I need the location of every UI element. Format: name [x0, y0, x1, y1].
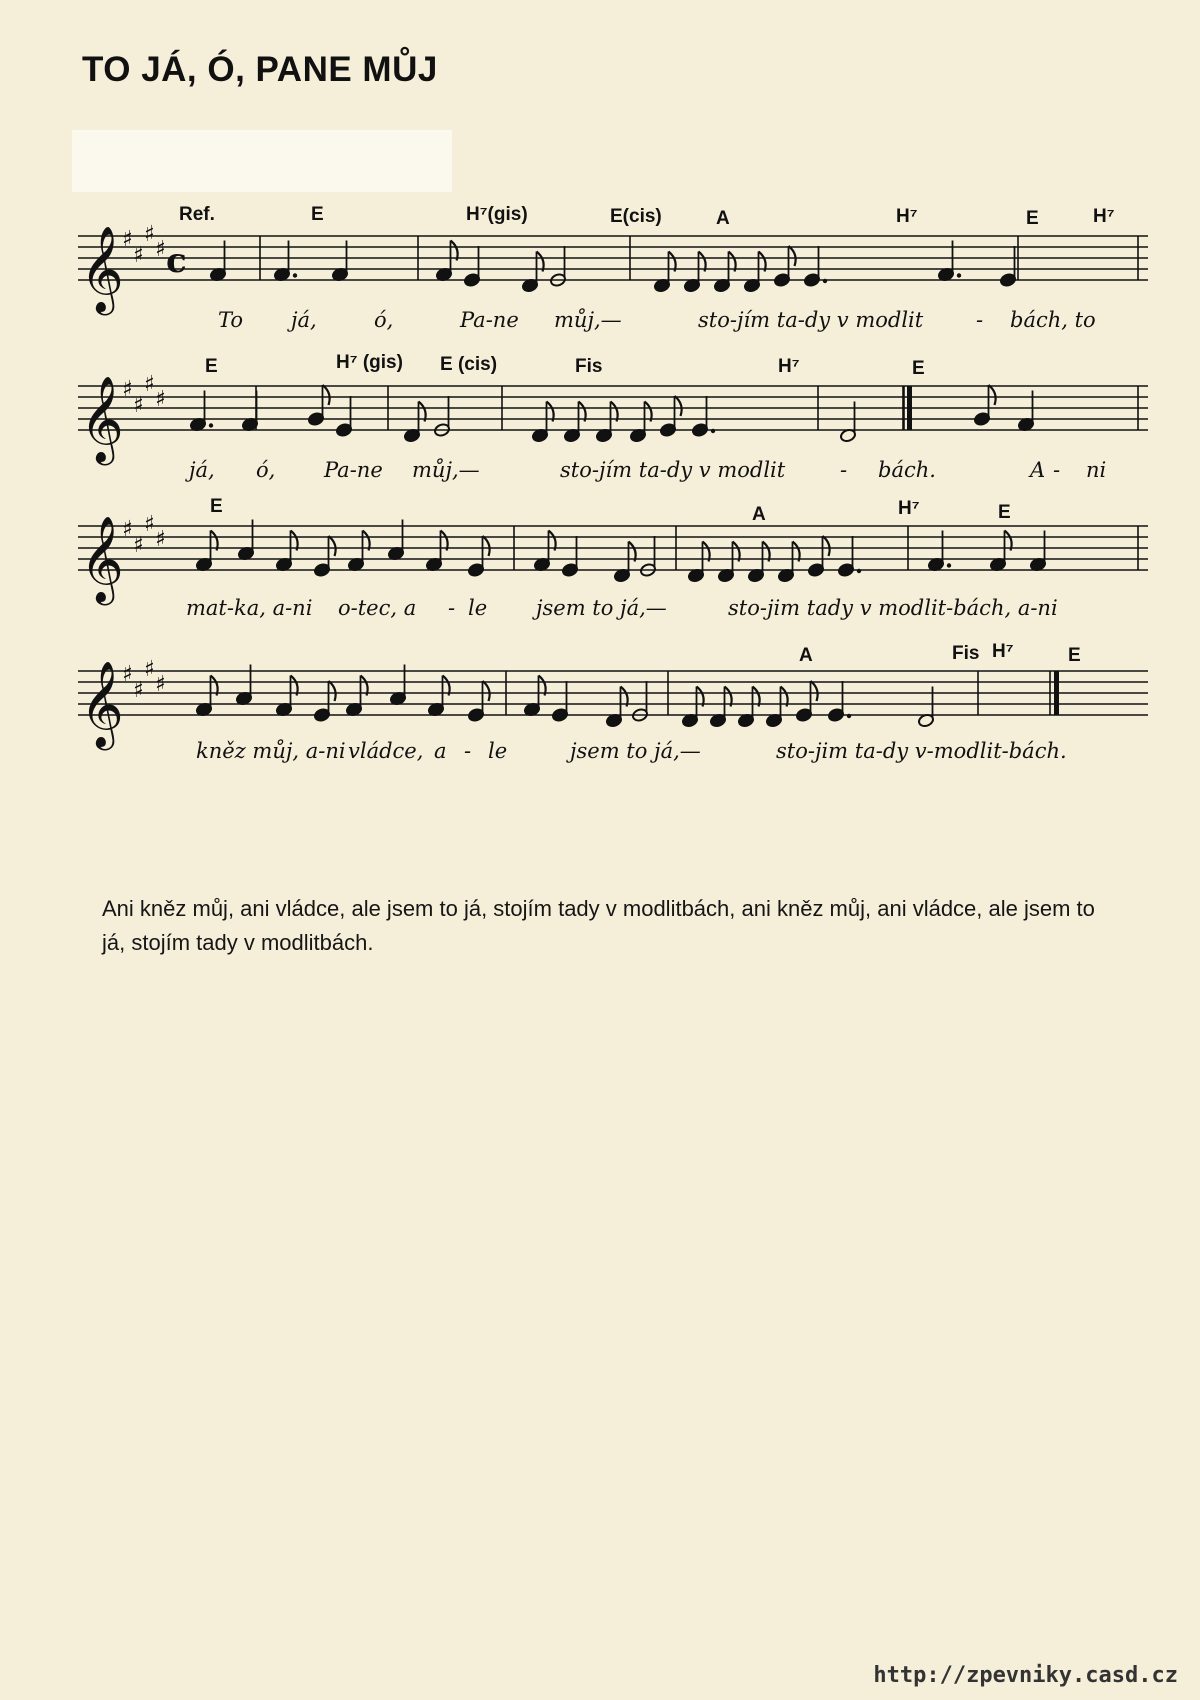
staff-system-2 [78, 350, 1153, 510]
lyric-syllable: sto-jim ta-dy v-modlit-bách. [776, 739, 1067, 763]
staff-system-4 [78, 635, 1153, 795]
chord-label: E [205, 356, 218, 377]
lyric-syllable: le [488, 739, 508, 763]
note-flag [323, 385, 330, 405]
final-bar [1054, 671, 1059, 715]
song-title: TO JÁ, Ó, PANE MŮJ [82, 50, 438, 89]
key-sharp: ♯ [122, 517, 133, 542]
lyric-syllable: ni [1086, 458, 1107, 482]
lyric-syllable: a [434, 739, 447, 763]
key-sharp: ♯ [144, 372, 155, 397]
note-dot [847, 714, 851, 718]
lyric-syllable: já, [189, 458, 215, 482]
chord-label: H⁷(gis) [466, 204, 528, 225]
lyric-syllable: sto-jím ta-dy v modlit [560, 458, 786, 482]
note-flag [483, 536, 490, 556]
lyric-syllable: jsem to já,— [536, 596, 667, 620]
verse-text: Ani kněz můj, ani vládce, ale jsem to já, stojím tady v modlitbách, ani kněz můj, ani vládce, ale jsem to já, stojím tady v modlitbách. [102, 896, 1095, 955]
key-sharp: ♯ [133, 393, 144, 418]
chord-label: E [912, 358, 925, 379]
lyric-syllable: bách, to [1010, 308, 1096, 332]
note-flag [675, 396, 682, 416]
key-sharp: ♯ [122, 227, 133, 252]
chord-label: E (cis) [440, 354, 498, 375]
key-sharp: ♯ [155, 527, 166, 552]
chord-label: A [752, 504, 766, 525]
lyric-syllable: můj,— [554, 308, 622, 332]
lyric-syllable: - [840, 458, 848, 482]
note-dot [857, 569, 861, 573]
time-signature: c [166, 241, 187, 281]
lyric-syllable: vládce, [348, 739, 424, 763]
note-flag [989, 385, 996, 405]
source-url: http://zpevniky.casd.cz [873, 1663, 1178, 1688]
treble-clef: 𝄞 [80, 516, 124, 602]
key-sharp: ♯ [144, 657, 155, 682]
lyric-syllable: Pa-ne [460, 308, 519, 332]
key-sharp: ♯ [122, 377, 133, 402]
lyric-syllable: Pa-ne [324, 458, 383, 482]
key-sharp: ♯ [122, 662, 133, 687]
chord-label: E [1026, 208, 1039, 229]
note-dot [823, 279, 827, 283]
lyric-syllable: ó, [374, 308, 394, 332]
chord-label: E [210, 496, 223, 517]
chord-label: H⁷ [896, 206, 918, 227]
staff-system-1 [78, 200, 1153, 360]
chord-label: E [311, 204, 324, 225]
lyric-syllable: kněz můj, a-ni [196, 739, 346, 763]
chord-label: E [998, 502, 1011, 523]
lyric-syllable: - [1053, 458, 1061, 482]
lyric-syllable: jsem to já,— [570, 739, 701, 763]
key-sharp: ♯ [155, 237, 166, 262]
note-dot [957, 273, 961, 277]
chord-label: H⁷ (gis) [336, 352, 403, 373]
treble-clef: 𝄞 [80, 661, 124, 747]
staff-system-3 [78, 490, 1153, 650]
note-dot [711, 429, 715, 433]
lyric-syllable: - [464, 739, 472, 763]
chord-label: Fis [575, 356, 603, 377]
chord-label: H⁷ [1093, 206, 1115, 227]
treble-clef: 𝄞 [80, 226, 124, 312]
note-dot [947, 563, 951, 567]
chord-label: E [1068, 645, 1081, 666]
chord-label: A [799, 645, 813, 666]
lyric-syllable: le [468, 596, 488, 620]
final-bar [907, 386, 912, 430]
key-sharp: ♯ [133, 533, 144, 558]
erased-area [72, 130, 452, 192]
lyric-syllable: o-tec, a [338, 596, 417, 620]
key-sharp: ♯ [144, 222, 155, 247]
treble-clef: 𝄞 [80, 376, 124, 462]
lyric-syllable: ó, [256, 458, 276, 482]
lyric-syllable: To [218, 308, 244, 332]
lyric-syllable: mat-ka, a-ni [186, 596, 313, 620]
lyric-syllable: můj,— [412, 458, 480, 482]
lyric-syllable: sto-jím ta-dy v modlit [698, 308, 924, 332]
lyric-syllable: já, [291, 308, 317, 332]
key-sharp: ♯ [155, 387, 166, 412]
note-flag [329, 681, 336, 701]
note-flag [823, 536, 830, 556]
note-flag [789, 246, 796, 266]
lyric-syllable: A [1030, 458, 1046, 482]
chord-label: A [716, 208, 730, 229]
staff-2 [78, 350, 1153, 460]
chord-label: Ref. [179, 204, 215, 225]
note-flag [483, 681, 490, 701]
chord-label: H⁷ [992, 641, 1014, 662]
lyric-syllable: sto-jim tady v modlit-bách, a-ni [728, 596, 1058, 620]
note-flag [329, 536, 336, 556]
lyric-syllable: - [448, 596, 456, 620]
note-dot [209, 423, 213, 427]
chord-label: E(cis) [610, 206, 662, 227]
note-dot [293, 273, 297, 277]
chord-label: H⁷ [778, 356, 800, 377]
key-sharp: ♯ [155, 672, 166, 697]
note-flag [811, 681, 818, 701]
key-sharp: ♯ [133, 243, 144, 268]
key-sharp: ♯ [133, 678, 144, 703]
lyric-syllable: - [976, 308, 984, 332]
chord-label: H⁷ [898, 498, 920, 519]
chord-label: Fis [952, 643, 980, 664]
staff-3 [78, 490, 1153, 600]
key-sharp: ♯ [144, 512, 155, 537]
lyric-syllable: bách. [878, 458, 936, 482]
